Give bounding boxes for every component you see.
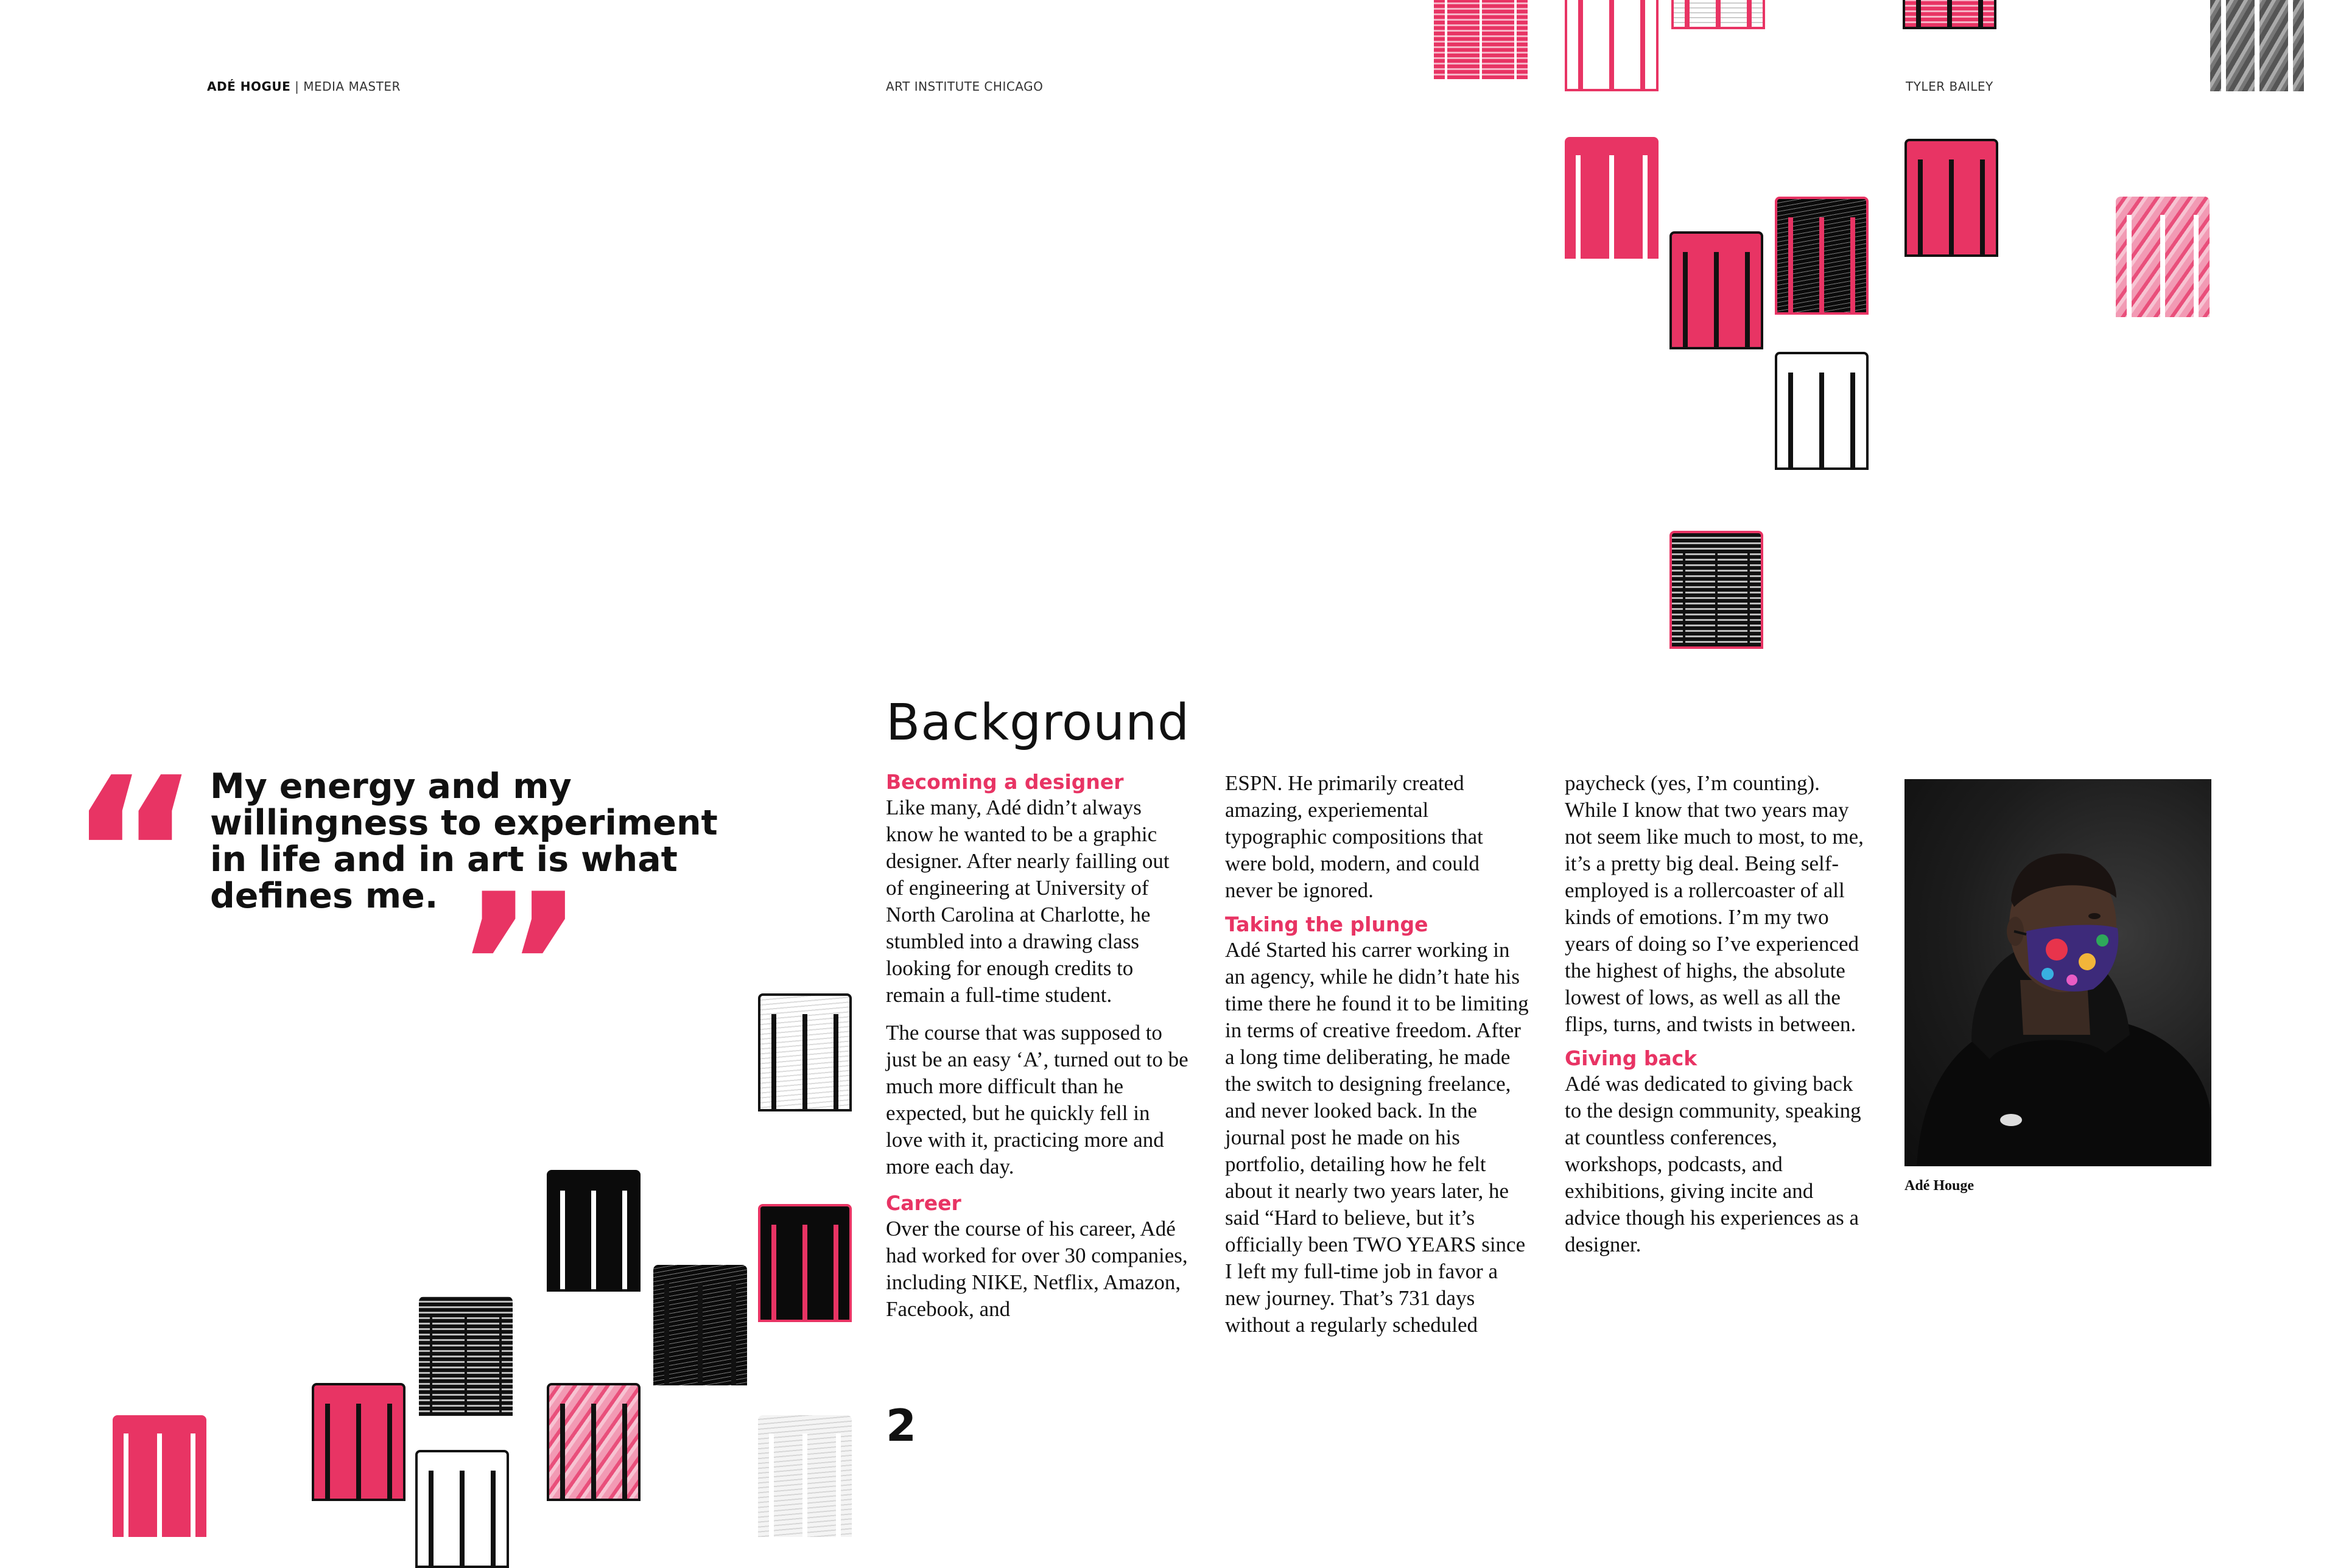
- m-tile-decoration: [1775, 352, 1869, 470]
- m-tile-decoration: [1434, 0, 1528, 79]
- m-tile-decoration: [1775, 197, 1869, 315]
- header-author: [207, 79, 401, 94]
- author-name: ADÉ HOGUE: [207, 79, 291, 94]
- subheading-becoming-designer: Becoming a designer: [886, 770, 1124, 794]
- m-tile-decoration: [1671, 0, 1765, 29]
- m-tile-decoration: [113, 1415, 206, 1537]
- m-tile-decoration: [547, 1383, 641, 1501]
- author-role: MEDIA MASTER: [303, 79, 401, 94]
- m-tile-decoration: [312, 1383, 405, 1501]
- m-tile-decoration: [1565, 137, 1659, 259]
- m-tile-decoration: [2210, 0, 2304, 91]
- m-tile-decoration: [758, 1415, 852, 1537]
- text-column-2: [1225, 770, 1529, 1349]
- photo-caption: Adé Houge: [1904, 1178, 1974, 1194]
- m-tile-decoration: [758, 993, 852, 1111]
- subheading-giving-back: Giving back: [1565, 1046, 1697, 1070]
- m-tile-decoration: [1565, 0, 1659, 91]
- m-tile-decoration: [1669, 531, 1763, 649]
- m-tile-decoration: [653, 1265, 747, 1385]
- pull-quote: My energy and my willingness to experiment in life and in art is what defines me.: [210, 766, 718, 916]
- text-column-3: [1565, 770, 1869, 1269]
- page-number: 2: [886, 1400, 917, 1451]
- body-paragraph: Adé Started his carrer working in an agency, while he didn’t hate his time there he found it to be limiting in terms of creative freedom. After a long time deliberating, he made the switch to designing freelance, and never looked back. In the journal post he made on his portfolio, detailing how he felt about it nearly two years later, he said “Hard to believe, but it’s officially been TWO YEARS since I left my full-time job in favor a new journey. That’s 731 days without a regularly scheduled: [1225, 938, 1529, 1337]
- subheading-taking-plunge: Taking the plunge: [1225, 912, 1428, 936]
- open-quote-mark: “: [68, 732, 200, 978]
- text-column-1: [886, 770, 1190, 1334]
- header-designer: TYLER BAILEY: [1906, 79, 1993, 94]
- m-tile-decoration: [547, 1170, 641, 1292]
- m-tile-decoration: [758, 1204, 852, 1322]
- m-tile-decoration: [1903, 0, 1996, 29]
- section-title: Background: [886, 694, 1190, 752]
- header-institution: ART INSTITUTE CHICAGO: [886, 79, 1044, 94]
- m-tile-decoration: [419, 1297, 513, 1416]
- subheading-career: Career: [886, 1191, 961, 1215]
- header-separator: |: [295, 79, 300, 94]
- close-quote-mark: ”: [454, 851, 586, 1085]
- body-paragraph: Over the course of his career, Adé had worked for over 30 companies, including NIKE, Netflix, Amazon, Facebook, and: [886, 1217, 1188, 1321]
- body-paragraph: ESPN. He primarily created amazing, experiemental typographic compositions that were bold, modern, and could never be ignored.: [1225, 771, 1483, 902]
- m-tile-decoration: [1669, 231, 1763, 349]
- portrait-photo: [1904, 779, 2211, 1166]
- m-tile-decoration: [1904, 139, 1998, 257]
- m-tile-decoration: [2116, 197, 2210, 317]
- body-paragraph: paycheck (yes, I’m counting). While I know that two years may not seem like much to most, to me, it’s a pretty big deal. Being self-employed is a rollercoaster of all kinds of emotions. I’m my two years of doing so I’ve experienced the highest of highs, the absolute lowest of lows, as well as all the flips, turns, and twists in between.: [1565, 771, 1864, 1036]
- body-paragraph: The course that was supposed to just be an easy ‘A’, turned out to be much more difficult than he expected, but he quickly fell in love with it, practicing more and more each day.: [886, 1021, 1188, 1178]
- body-paragraph: Adé was dedicated to giving back to the design community, speaking at countless conferences, workshops, podcasts, and exhibitions, giving incite and advice though his experiences as a designer.: [1565, 1072, 1861, 1256]
- body-paragraph: Like many, Adé didn’t always know he wanted to be a graphic designer. After nearly failling out of engineering at University of North Carolina at Charlotte, he stumbled into a drawing class looking for enough credits to remain a full-time student.: [886, 796, 1170, 1007]
- m-tile-decoration: [415, 1450, 509, 1568]
